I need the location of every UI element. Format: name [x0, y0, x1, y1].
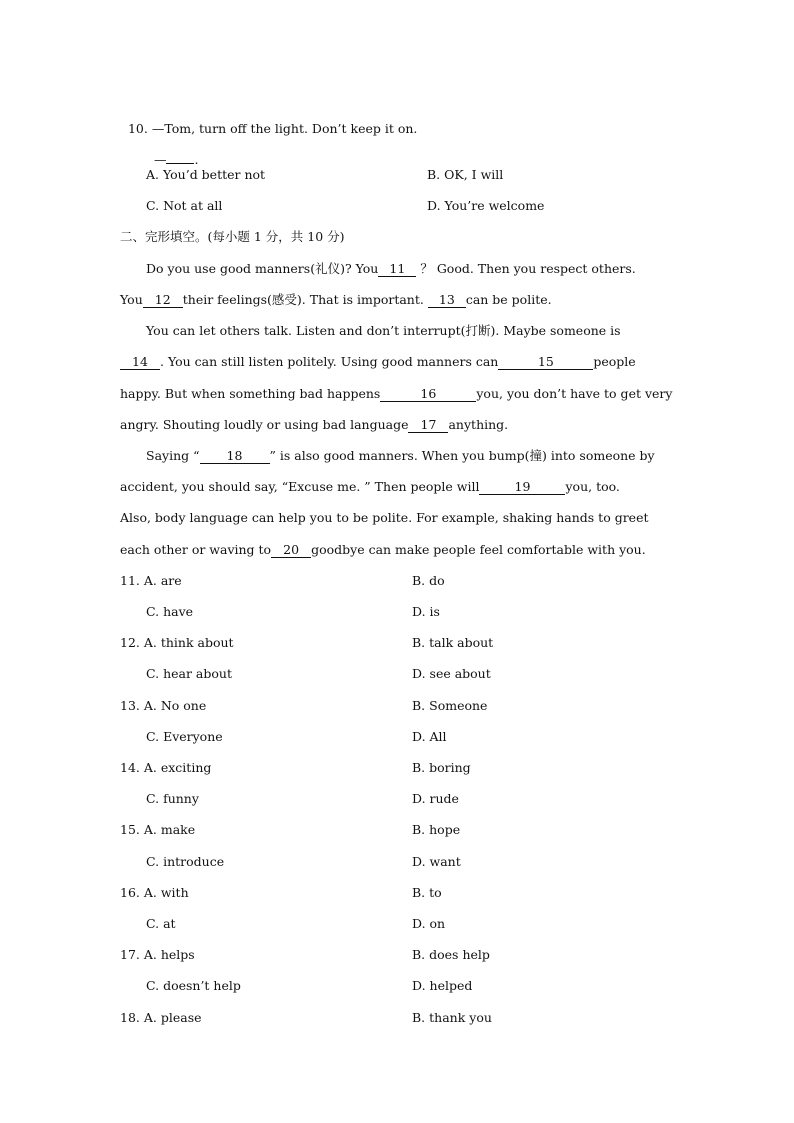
option-A: A. helps — [143, 947, 195, 962]
option-C: C. hear about — [146, 666, 232, 681]
passage-text: their feelings(感受). That is important. — [182, 292, 428, 307]
passage-text: people — [593, 354, 636, 369]
option-D: D. rude — [412, 791, 459, 806]
blank-12: 12 — [143, 293, 183, 308]
blank-20: 20 — [271, 543, 311, 558]
passage-text: . You can still listen politely. Using good manners can — [160, 354, 499, 369]
passage-line-3: You can let others talk. Listen and don’t interrupt(打断). Maybe someone is — [146, 323, 621, 338]
option-D: D. All — [412, 729, 447, 744]
option-A: A. think about — [143, 635, 234, 650]
passage-line-5 — [120, 386, 672, 402]
option-B: B. Someone — [412, 698, 488, 713]
question-number: 14. — [120, 760, 140, 775]
blank-16: 16 — [380, 387, 476, 402]
option-C: C. Everyone — [146, 729, 223, 744]
option-B: B. boring — [412, 760, 471, 775]
question-number: 16. — [120, 885, 140, 900]
option-C: C. funny — [146, 791, 199, 806]
question-number: 13. — [120, 698, 140, 713]
option-A: A. please — [143, 1010, 202, 1025]
option-A: A. are — [143, 573, 182, 588]
question-15-row-1 — [120, 822, 195, 838]
passage-text: Do you use good manners(礼仪)? You — [146, 261, 379, 276]
passage-text: goodbye can make people feel comfortable with you. — [311, 542, 646, 557]
question-number: 18. — [120, 1010, 140, 1025]
passage-text: ” is also good manners. When you bump(撞) into someone by — [269, 448, 655, 463]
blank-17: 17 — [408, 418, 448, 433]
option-A: A. No one — [143, 698, 207, 713]
passage-text: you, too. — [565, 479, 620, 494]
passage-text: Saying “ — [146, 448, 200, 463]
option-B: B. OK, I will — [427, 167, 504, 182]
question-16-row-1 — [120, 885, 189, 901]
question-10-line — [120, 105, 417, 137]
option-A: A. with — [143, 885, 189, 900]
option-B: B. does help — [412, 947, 490, 962]
blank-13: 13 — [428, 293, 466, 308]
question-number: 11. — [120, 573, 140, 588]
option-C: C. Not at all — [146, 198, 223, 213]
question-number: 17. — [120, 947, 140, 962]
passage-text: can be polite. — [465, 292, 552, 307]
question-12-row-1 — [120, 635, 234, 651]
passage-line-1 — [146, 261, 636, 277]
question-17-row-1 — [120, 947, 195, 963]
question-number: 10. — [127, 121, 148, 136]
option-C: C. introduce — [146, 854, 225, 869]
option-C: C. doesn’t help — [146, 978, 241, 993]
option-B: B. thank you — [412, 1010, 492, 1025]
option-B: B. hope — [412, 822, 461, 837]
passage-text: anything. — [448, 417, 509, 432]
blank-15: 15 — [498, 355, 593, 370]
passage-text: you, you don’t have to get very — [476, 386, 673, 401]
blank-11: 11 — [378, 262, 416, 277]
option-B: B. talk about — [412, 635, 494, 650]
question-14-row-1 — [120, 760, 211, 776]
answer-blank — [166, 163, 194, 164]
option-B: B. do — [412, 573, 445, 588]
question-number: 12. — [120, 635, 140, 650]
option-D: D. is — [412, 604, 440, 619]
option-D: D. see about — [412, 666, 491, 681]
passage-line-2 — [120, 292, 552, 308]
option-B: B. to — [412, 885, 442, 900]
passage-text: happy. But when something bad happens — [120, 386, 381, 401]
passage-line-9: Also, body language can help you to be polite. For example, shaking hands to greet — [120, 510, 649, 525]
question-13-row-1 — [120, 698, 206, 714]
blank-19: 19 — [479, 480, 565, 495]
option-D: D. on — [412, 916, 446, 931]
passage-line-8 — [120, 479, 620, 495]
question-number: 15. — [120, 822, 140, 837]
blank-14: 14 — [120, 355, 160, 370]
passage-line-6 — [120, 417, 508, 433]
period: . — [194, 152, 199, 167]
blank-18: 18 — [200, 449, 270, 464]
passage-line-10 — [120, 542, 646, 558]
option-D: D. want — [412, 854, 461, 869]
option-D: D. You’re welcome — [427, 198, 545, 213]
passage-line-7 — [146, 448, 655, 464]
option-D: D. helped — [412, 978, 473, 993]
option-C: C. have — [146, 604, 194, 619]
passage-text: angry. Shouting loudly or using bad language — [120, 417, 409, 432]
passage-text: accident, you should say, “Excuse me. ” Then people will — [120, 479, 480, 494]
question-prompt: —Tom, turn off the light. Don’t keep it on. — [151, 121, 418, 136]
option-A: A. make — [143, 822, 196, 837]
dash: — — [153, 152, 167, 167]
option-A: A. exciting — [143, 760, 212, 775]
question-18-row-1 — [120, 1010, 202, 1026]
passage-text: ？ Good. Then you respect others. — [416, 261, 636, 276]
passage-text: each other or waving to — [120, 542, 272, 557]
option-C: C. at — [146, 916, 176, 931]
section-heading: 二、完形填空。(每小题 1 分，共 10 分) — [120, 229, 345, 244]
passage-line-4 — [120, 354, 636, 370]
passage-text: You — [120, 292, 143, 307]
answer-blank-line — [146, 136, 198, 168]
option-A: A. You’d better not — [146, 167, 266, 182]
question-11-row-1 — [120, 573, 182, 589]
